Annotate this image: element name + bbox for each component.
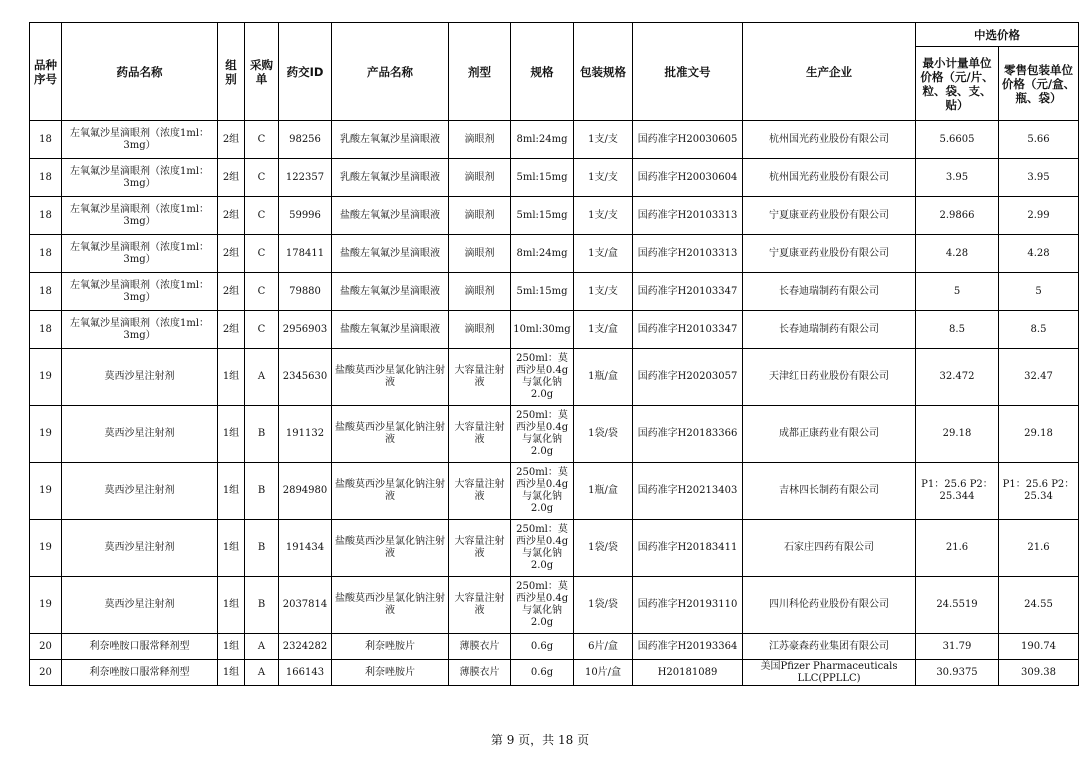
cell-group: 2组	[218, 121, 245, 159]
header-price-group: 中选价格	[916, 23, 1079, 47]
cell-spec: 8ml:24mg	[511, 235, 574, 273]
cell-dosage-form: 薄膜衣片	[449, 634, 511, 660]
cell-group: 2组	[218, 197, 245, 235]
cell-group: 2组	[218, 159, 245, 197]
cell-package: 1支/支	[574, 273, 633, 311]
cell-spec: 250ml：莫西沙星0.4g与氯化钠2.0g	[511, 577, 574, 634]
cell-retail-price: 21.6	[999, 520, 1079, 577]
cell-drug-id: 2345630	[279, 349, 332, 406]
cell-approval: H20181089	[633, 660, 743, 686]
cell-retail-price: 29.18	[999, 406, 1079, 463]
cell-drug-name: 莫西沙星注射剂	[62, 520, 218, 577]
cell-purchase-list: B	[245, 463, 279, 520]
cell-product-name: 盐酸莫西沙星氯化钠注射液	[332, 520, 449, 577]
table-row	[30, 463, 1079, 520]
cell-purchase-list: C	[245, 273, 279, 311]
cell-dosage-form: 大容量注射液	[449, 577, 511, 634]
cell-drug-name: 利奈唑胺口服常释剂型	[62, 634, 218, 660]
table-row	[30, 660, 1079, 686]
cell-product-name: 利奈唑胺片	[332, 634, 449, 660]
cell-drug-name: 莫西沙星注射剂	[62, 463, 218, 520]
cell-package: 6片/盒	[574, 634, 633, 660]
cell-drug-name: 左氧氟沙星滴眼剂（浓度1ml：3mg）	[62, 311, 218, 349]
cell-product-name: 乳酸左氧氟沙星滴眼液	[332, 159, 449, 197]
header-drug-name: 药品名称	[62, 23, 218, 121]
cell-product-name: 盐酸左氧氟沙星滴眼液	[332, 311, 449, 349]
cell-product-name: 利奈唑胺片	[332, 660, 449, 686]
cell-product-name: 盐酸莫西沙星氯化钠注射液	[332, 577, 449, 634]
table-row	[30, 197, 1079, 235]
cell-spec: 5ml:15mg	[511, 159, 574, 197]
cell-retail-price: 5.66	[999, 121, 1079, 159]
cell-product-name: 盐酸莫西沙星氯化钠注射液	[332, 349, 449, 406]
cell-manufacturer: 吉林四长制药有限公司	[743, 463, 916, 520]
cell-seq: 18	[30, 121, 62, 159]
cell-drug-id: 178411	[279, 235, 332, 273]
cell-manufacturer: 石家庄四药有限公司	[743, 520, 916, 577]
cell-spec: 5ml:15mg	[511, 273, 574, 311]
cell-dosage-form: 滴眼剂	[449, 273, 511, 311]
cell-min-unit-price: 8.5	[916, 311, 999, 349]
cell-manufacturer: 长春迪瑞制药有限公司	[743, 273, 916, 311]
table-body	[30, 121, 1079, 686]
cell-purchase-list: C	[245, 159, 279, 197]
cell-retail-price: 24.55	[999, 577, 1079, 634]
cell-retail-price: 4.28	[999, 235, 1079, 273]
cell-seq: 20	[30, 660, 62, 686]
cell-min-unit-price: 30.9375	[916, 660, 999, 686]
cell-product-name: 盐酸莫西沙星氯化钠注射液	[332, 406, 449, 463]
cell-package: 10片/盒	[574, 660, 633, 686]
cell-manufacturer: 长春迪瑞制药有限公司	[743, 311, 916, 349]
cell-retail-price: 5	[999, 273, 1079, 311]
cell-approval: 国药准字H20030605	[633, 121, 743, 159]
cell-seq: 18	[30, 235, 62, 273]
header-package: 包装规格	[574, 23, 633, 121]
cell-group: 1组	[218, 463, 245, 520]
cell-min-unit-price: 4.28	[916, 235, 999, 273]
cell-drug-name: 左氧氟沙星滴眼剂（浓度1ml：3mg）	[62, 197, 218, 235]
cell-dosage-form: 滴眼剂	[449, 121, 511, 159]
cell-min-unit-price: 32.472	[916, 349, 999, 406]
cell-approval: 国药准字H20203057	[633, 349, 743, 406]
table-row	[30, 311, 1079, 349]
cell-purchase-list: B	[245, 520, 279, 577]
cell-package: 1袋/袋	[574, 406, 633, 463]
cell-package: 1瓶/盒	[574, 349, 633, 406]
cell-drug-id: 2956903	[279, 311, 332, 349]
cell-retail-price: 2.99	[999, 197, 1079, 235]
table-row	[30, 520, 1079, 577]
cell-drug-id: 2894980	[279, 463, 332, 520]
cell-product-name: 盐酸左氧氟沙星滴眼液	[332, 273, 449, 311]
cell-group: 1组	[218, 634, 245, 660]
cell-retail-price: 8.5	[999, 311, 1079, 349]
cell-approval: 国药准字H20193110	[633, 577, 743, 634]
cell-manufacturer: 江苏豪森药业集团有限公司	[743, 634, 916, 660]
cell-seq: 18	[30, 273, 62, 311]
cell-group: 1组	[218, 520, 245, 577]
cell-drug-name: 左氧氟沙星滴眼剂（浓度1ml：3mg）	[62, 121, 218, 159]
cell-min-unit-price: 2.9866	[916, 197, 999, 235]
cell-spec: 5ml:15mg	[511, 197, 574, 235]
cell-approval: 国药准字H20193364	[633, 634, 743, 660]
cell-package: 1支/盒	[574, 235, 633, 273]
header-retail-price: 零售包装单位价格（元/盒、瓶、袋）	[999, 47, 1079, 121]
cell-drug-id: 191434	[279, 520, 332, 577]
cell-purchase-list: B	[245, 406, 279, 463]
cell-package: 1袋/袋	[574, 577, 633, 634]
table-row	[30, 349, 1079, 406]
cell-seq: 20	[30, 634, 62, 660]
header-spec: 规格	[511, 23, 574, 121]
cell-purchase-list: C	[245, 197, 279, 235]
table-row	[30, 634, 1079, 660]
cell-manufacturer: 宁夏康亚药业股份有限公司	[743, 197, 916, 235]
cell-product-name: 盐酸莫西沙星氯化钠注射液	[332, 463, 449, 520]
cell-min-unit-price: 5.6605	[916, 121, 999, 159]
table-row	[30, 577, 1079, 634]
cell-dosage-form: 大容量注射液	[449, 406, 511, 463]
cell-manufacturer: 美国Pfizer Pharmaceuticals LLC(PPLLC)	[743, 660, 916, 686]
cell-min-unit-price: 31.79	[916, 634, 999, 660]
price-table	[29, 22, 1079, 686]
cell-drug-id: 191132	[279, 406, 332, 463]
cell-approval: 国药准字H20213403	[633, 463, 743, 520]
cell-drug-id: 2037814	[279, 577, 332, 634]
cell-manufacturer: 宁夏康亚药业股份有限公司	[743, 235, 916, 273]
cell-approval: 国药准字H20103313	[633, 235, 743, 273]
cell-approval: 国药准字H20183411	[633, 520, 743, 577]
cell-drug-id: 2324282	[279, 634, 332, 660]
cell-purchase-list: A	[245, 634, 279, 660]
cell-dosage-form: 滴眼剂	[449, 159, 511, 197]
cell-spec: 8ml:24mg	[511, 121, 574, 159]
cell-dosage-form: 滴眼剂	[449, 235, 511, 273]
cell-purchase-list: A	[245, 349, 279, 406]
cell-purchase-list: B	[245, 577, 279, 634]
cell-package: 1支/支	[574, 121, 633, 159]
cell-spec: 0.6g	[511, 660, 574, 686]
header-product-name: 产品名称	[332, 23, 449, 121]
cell-seq: 19	[30, 577, 62, 634]
cell-retail-price: 32.47	[999, 349, 1079, 406]
cell-approval: 国药准字H20183366	[633, 406, 743, 463]
cell-product-name: 乳酸左氧氟沙星滴眼液	[332, 121, 449, 159]
cell-package: 1瓶/盒	[574, 463, 633, 520]
header-group: 组别	[218, 23, 245, 121]
cell-approval: 国药准字H20103347	[633, 273, 743, 311]
cell-drug-name: 左氧氟沙星滴眼剂（浓度1ml：3mg）	[62, 235, 218, 273]
cell-seq: 18	[30, 197, 62, 235]
cell-drug-id: 59996	[279, 197, 332, 235]
cell-group: 1组	[218, 349, 245, 406]
cell-spec: 10ml:30mg	[511, 311, 574, 349]
cell-package: 1支/盒	[574, 311, 633, 349]
cell-dosage-form: 滴眼剂	[449, 311, 511, 349]
cell-manufacturer: 杭州国光药业股份有限公司	[743, 159, 916, 197]
cell-dosage-form: 大容量注射液	[449, 349, 511, 406]
cell-min-unit-price: P1：25.6 P2：25.344	[916, 463, 999, 520]
cell-product-name: 盐酸左氧氟沙星滴眼液	[332, 197, 449, 235]
cell-retail-price: P1：25.6 P2：25.34	[999, 463, 1079, 520]
cell-manufacturer: 天津红日药业股份有限公司	[743, 349, 916, 406]
header-min-unit-price: 最小计量单位价格（元/片、粒、袋、支、贴）	[916, 47, 999, 121]
cell-drug-name: 莫西沙星注射剂	[62, 577, 218, 634]
cell-dosage-form: 大容量注射液	[449, 520, 511, 577]
cell-dosage-form: 薄膜衣片	[449, 660, 511, 686]
cell-drug-name: 利奈唑胺口服常释剂型	[62, 660, 218, 686]
cell-package: 1支/支	[574, 197, 633, 235]
cell-approval: 国药准字H20103313	[633, 197, 743, 235]
cell-min-unit-price: 24.5519	[916, 577, 999, 634]
cell-group: 1组	[218, 660, 245, 686]
cell-spec: 250ml：莫西沙星0.4g与氯化钠2.0g	[511, 406, 574, 463]
cell-retail-price: 309.38	[999, 660, 1079, 686]
cell-seq: 18	[30, 311, 62, 349]
table-row	[30, 121, 1079, 159]
header-manufacturer: 生产企业	[743, 23, 916, 121]
cell-drug-name: 左氧氟沙星滴眼剂（浓度1ml：3mg）	[62, 159, 218, 197]
cell-min-unit-price: 3.95	[916, 159, 999, 197]
cell-seq: 19	[30, 463, 62, 520]
header-drug-id: 药交ID	[279, 23, 332, 121]
cell-group: 2组	[218, 311, 245, 349]
cell-spec: 0.6g	[511, 634, 574, 660]
cell-seq: 18	[30, 159, 62, 197]
cell-drug-name: 莫西沙星注射剂	[62, 406, 218, 463]
header-purchase-list: 采购单	[245, 23, 279, 121]
cell-spec: 250ml：莫西沙星0.4g与氯化钠2.0g	[511, 520, 574, 577]
cell-seq: 19	[30, 406, 62, 463]
page-footer: 第 9 页，共 18 页	[490, 733, 590, 747]
cell-product-name: 盐酸左氧氟沙星滴眼液	[332, 235, 449, 273]
cell-group: 2组	[218, 273, 245, 311]
header-seq: 品种序号	[30, 23, 62, 121]
cell-drug-id: 98256	[279, 121, 332, 159]
cell-spec: 250ml：莫西沙星0.4g与氯化钠2.0g	[511, 463, 574, 520]
cell-drug-id: 166143	[279, 660, 332, 686]
cell-drug-name: 莫西沙星注射剂	[62, 349, 218, 406]
table-row	[30, 159, 1079, 197]
cell-retail-price: 3.95	[999, 159, 1079, 197]
header-dosage-form: 剂型	[449, 23, 511, 121]
cell-spec: 250ml：莫西沙星0.4g与氯化钠2.0g	[511, 349, 574, 406]
table-row	[30, 406, 1079, 463]
cell-seq: 19	[30, 520, 62, 577]
cell-group: 2组	[218, 235, 245, 273]
cell-min-unit-price: 21.6	[916, 520, 999, 577]
table-row	[30, 235, 1079, 273]
cell-package: 1袋/袋	[574, 520, 633, 577]
cell-manufacturer: 成都正康药业有限公司	[743, 406, 916, 463]
cell-retail-price: 190.74	[999, 634, 1079, 660]
cell-manufacturer: 四川科伦药业股份有限公司	[743, 577, 916, 634]
table-row	[30, 273, 1079, 311]
cell-group: 1组	[218, 577, 245, 634]
cell-drug-name: 左氧氟沙星滴眼剂（浓度1ml：3mg）	[62, 273, 218, 311]
cell-dosage-form: 大容量注射液	[449, 463, 511, 520]
cell-package: 1支/支	[574, 159, 633, 197]
cell-purchase-list: C	[245, 235, 279, 273]
cell-dosage-form: 滴眼剂	[449, 197, 511, 235]
cell-approval: 国药准字H20030604	[633, 159, 743, 197]
cell-approval: 国药准字H20103347	[633, 311, 743, 349]
cell-purchase-list: C	[245, 311, 279, 349]
header-approval: 批准文号	[633, 23, 743, 121]
cell-purchase-list: A	[245, 660, 279, 686]
cell-min-unit-price: 29.18	[916, 406, 999, 463]
cell-purchase-list: C	[245, 121, 279, 159]
cell-manufacturer: 杭州国光药业股份有限公司	[743, 121, 916, 159]
cell-group: 1组	[218, 406, 245, 463]
cell-drug-id: 122357	[279, 159, 332, 197]
cell-seq: 19	[30, 349, 62, 406]
cell-min-unit-price: 5	[916, 273, 999, 311]
cell-drug-id: 79880	[279, 273, 332, 311]
